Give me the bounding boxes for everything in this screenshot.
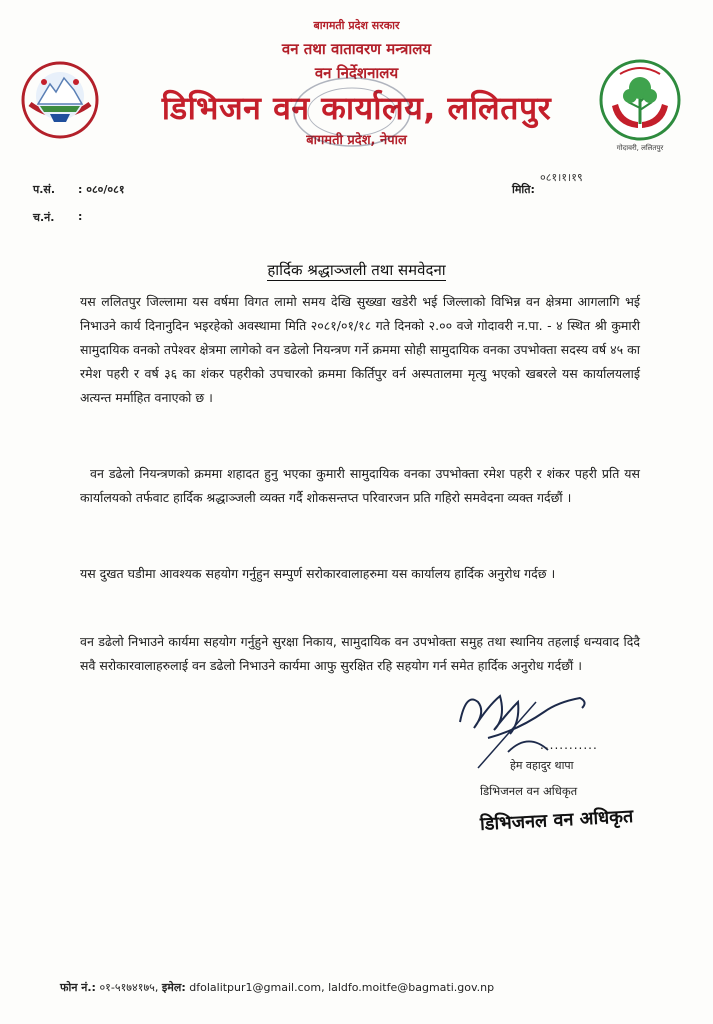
signature-line: ............ — [540, 738, 598, 752]
phone-label: फोन नं.: — [60, 981, 96, 994]
dispatch-number-label: च.नं. — [33, 211, 55, 224]
paragraph-text: वन डढेलो नियन्त्रणको क्रममा शहादत हुनु भएका कुमारी सामुदायिक वनका उपभोक्ता रमेश पहरी र शंकर पहरी प्रति यस कार्यालयको तर्फवाट हार्दिक श्रद्धाञ्जली व्यक्त गर्दै शोकसन्तप्त परिवारजन प्रति गहिरो समवेदना व्यक्त गर्दछौं । — [80, 466, 640, 505]
email-addresses: dfolalitpur1@gmail.com, laldfo.moitfe@bagmati.gov.np — [189, 981, 495, 994]
right-logo-caption: गोदावरी, ललितपुर — [616, 144, 664, 152]
header-province-government: बागमती प्रदेश सरकार — [313, 19, 400, 32]
header-directorate: वन निर्देशनालय — [314, 64, 399, 82]
designation-stamp: डिभिजनल वन अधिकृत — [479, 806, 634, 835]
signatory-title: डिभिजनल वन अधिकृत — [480, 784, 578, 798]
reference-number-label: प.सं. — [33, 183, 56, 196]
paragraph-text: यस ललितपुर जिल्लामा यस वर्षमा विगत लामो समय देखि सुख्खा खडेरी भई जिल्लाको विभिन्न वन क्षेत्रमा आगलागि भई निभाउने कार्य दिनानुदिन भइरहेको अवस्थामा मिति २०८१/०१/१८ गते दिनको २.०० वजे गोदावरी न.पा. - ४ स्थित श्री कुमारी सामुदायिक वनको तपेश्वर क्षेत्रमा लागेको वन डढेलो नियन्त्रण गर्ने क्रममा सोही सामुदायिक वनका उपभोक्ता सदस्य वर्ष ४५ का रमेश पहरी र वर्ष ३६ का शंकर पहरीको उपचारको क्रममा किर्तिपुर वर्न अस्पतालमा मृत्यु भएको खबरले यस कार्यालयलाई अत्यन्त मर्माहित वनाएको छ । — [80, 294, 640, 405]
forest-hands-logo-icon — [598, 58, 682, 142]
office-title: डिभिजन वन कार्यालय, ललितपुर — [161, 89, 552, 127]
paragraph-text: यस दुखत घडीमा आवश्यक सहयोग गर्नुहुन सम्पुर्ण सरोकारवालाहरुमा यस कार्यालय हार्दिक अनुरोध गर्दछ । — [80, 566, 556, 581]
header-province-country: बागमती प्रदेश, नेपाल — [306, 133, 407, 148]
body-paragraph-3 — [80, 562, 640, 586]
date-label: मिति: — [512, 183, 535, 196]
header-ministry: वन तथा वातावरण मन्त्रालय — [281, 40, 432, 58]
subject-heading — [0, 260, 713, 280]
body-paragraph-1 — [80, 290, 640, 410]
body-paragraph-4 — [80, 630, 640, 678]
phone-number: ०१-५१७४१७५, — [99, 981, 159, 994]
signatory-name: हेम वहादुर थापा — [510, 759, 574, 772]
subject-text: हार्दिक श्रद्धाञ्जली तथा समवेदना — [267, 261, 446, 279]
reference-number-value: : ०८०/०८१ — [78, 183, 125, 196]
body-paragraph-2 — [80, 462, 640, 510]
paragraph-text: वन डढेलो निभाउने कार्यमा सहयोग गर्नुहुने सुरक्षा निकाय, सामुदायिक वन उपभोक्ता समुह तथा स्थानिय तहलाई धन्यवाद दिदै सवै सरोकारवालाहरुलाई वन डढेलो निभाउने कार्यमा आफु सुरक्षित रहि सहयोग गर्न समेत हार्दिक अनुरोध गर्दछौं । — [80, 634, 640, 673]
email-label: इमेल: — [161, 981, 186, 994]
office-stamp-icon — [252, 72, 452, 152]
handwritten-signature-icon — [448, 672, 608, 772]
date-value: ०८१।१।१९ — [540, 171, 583, 184]
dispatch-number-value: : — [78, 210, 83, 223]
contact-footer — [60, 980, 660, 995]
